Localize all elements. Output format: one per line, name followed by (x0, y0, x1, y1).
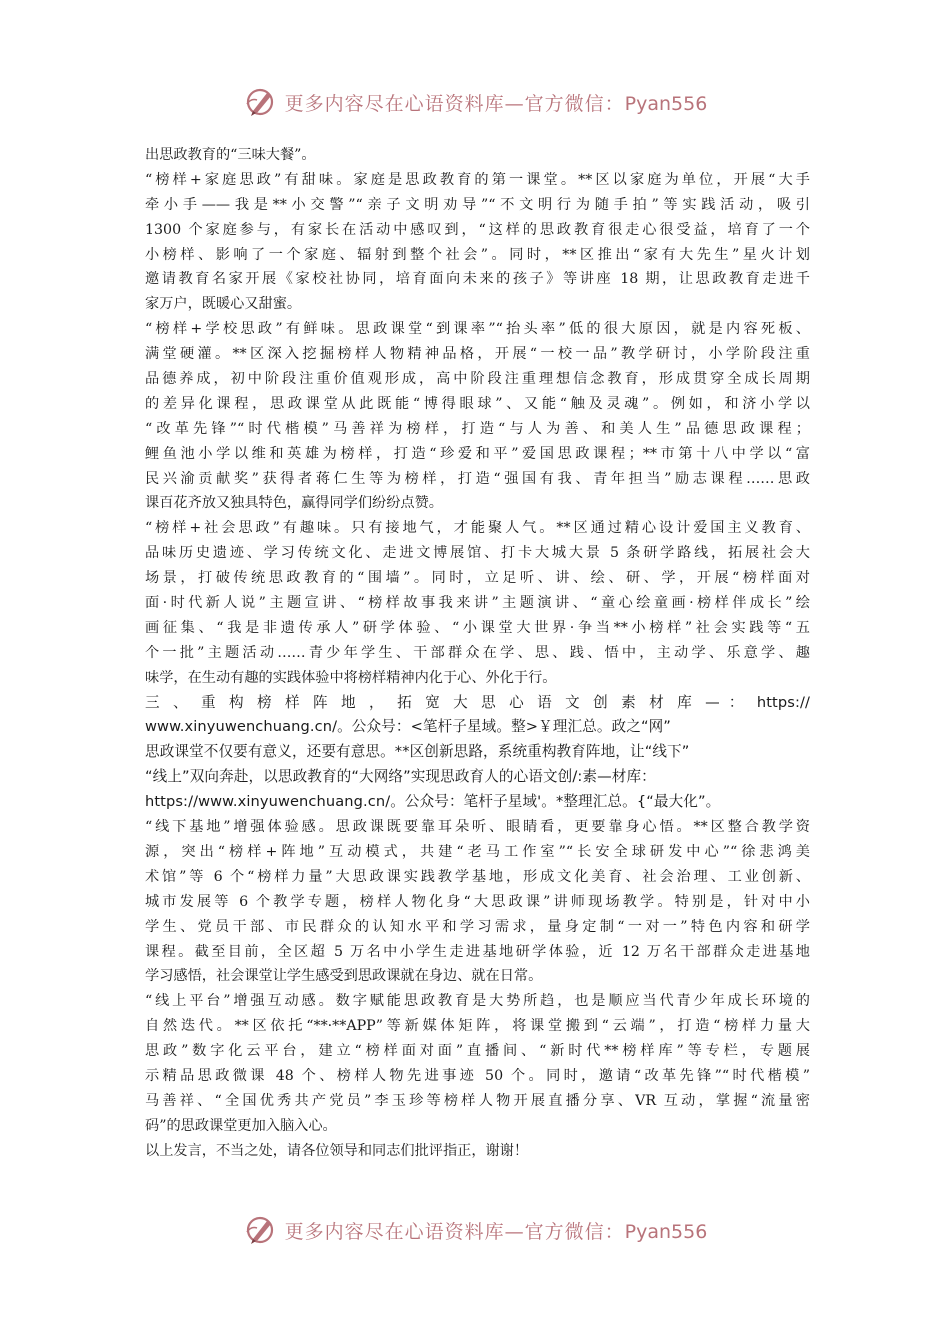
body-text-line: 思政”数字化云平台，建立“榜样面对面”直播间、“新时代**榜样库”等专栏，专题展 (145, 1043, 810, 1060)
document-body (145, 143, 810, 1164)
body-text-line: 源，突出“榜样+阵地”互动模式，共建“老马工作室”“长安全球研发中心”“徐悲鸿美 (145, 843, 810, 860)
body-text-line: 小榜样、影响了一个家庭、辐射到整个社会”。同时，**区推出“家有大先生”星火计划 (145, 246, 810, 263)
body-text-line: “线下基地”增强体验感。思政课既要靠耳朵听、眼睛看，更要靠身心悟。**区整合教学资 (145, 819, 810, 836)
body-text-line: 出思政教育的“三味大餐”。 (145, 147, 316, 163)
body-text-line: “榜样+学校思政”有鲜味。思政课堂“到课率”“抬头率”低的很大原因，就是内容死板、 (145, 321, 810, 338)
body-text-line: 个一批”主题活动……青少年学生、干部群众在学、思、践、悟中，主动学、乐意学、趣 (145, 644, 810, 661)
body-text-line: 的差异化课程，思政课堂从此既能“博得眼球”、又能“触及灵魂”。例如，和济小学以 (145, 395, 810, 412)
body-text-line: 自然迭代。**区依托“**·**APP”等新媒体矩阵，将课堂搬到“云端”，打造“榜样力量大 (145, 1018, 810, 1035)
body-text-line: “改革先锋”“时代楷模”马善祥为榜样，打造“与人为善、和美人生”品德思政课程； (145, 420, 810, 437)
watermark-content (243, 1212, 708, 1248)
body-text-line: 品德养成，初中阶段注重价值观形成，高中阶段注重理想信念教育，形成贯穿全成长周期 (145, 371, 810, 388)
body-text-line: 面·时代新人说”主题宣讲、“榜样故事我来讲”主题演讲、“童心绘童画·榜样伴成长”绘 (145, 595, 810, 612)
section-heading-line: https://www.xinyuwenchuang.cn/。公众号：笔杆子星域'。*整理汇总。{“最大化”。 (145, 793, 721, 811)
wechat-id: Pyan556 (624, 1220, 708, 1243)
body-text-line: 示精品思政微课 48 个、榜样人物先进事迹 50 个。同时，邀请“改革先锋”“时代楷模” (145, 1067, 810, 1084)
body-text-line: 以上发言，不当之处，请各位领导和同志们批评指正，谢谢！ (145, 1142, 529, 1159)
watermark-text (285, 1217, 708, 1244)
body-text-line: 术馆”等 6 个“榜样力量”大思政课实践教学基地，形成文化美育、社会治理、工业创新、 (145, 868, 810, 885)
body-text-line: 画征集、“我是非遗传承人”研学体验、“小课堂大世界·争当**小榜样”社会实践等“五 (145, 619, 810, 636)
body-text-line: 鲤鱼池小学以维和英雄为榜样，打造“珍爱和平”爱国思政课程；**市第十八中学以“富 (145, 445, 810, 462)
section-heading-line: 三 、 重 构 榜 样 阵 地 ， 拓 宽 大 思 心 语 文 创 素 材 库 — ： https:// (145, 693, 810, 711)
body-text-line: 学生、党员干部、市民群众的认知水平和学习需求，量身定制“一对一”特色内容和研学 (145, 918, 810, 935)
body-text-line: 牵小手——我是**小交警”“亲子文明劝导”“不文明行为随手拍”等实践活动，吸引 (145, 196, 810, 213)
body-text-line: 课百花齐放又独具特色，赢得同学们纷纷点赞。 (145, 495, 443, 512)
watermark-text (285, 89, 708, 116)
body-text-line: 学习感悟，社会课堂让学生感受到思政课就在身边、就在日常。 (145, 968, 543, 985)
body-text-line: 码”的思政课堂更加入脑入心。 (145, 1117, 337, 1134)
body-text-line: 民兴渝贡献奖”获得者蒋仁生等为榜样，打造“强国有我、青年担当”励志课程……思政 (145, 470, 810, 487)
wechat-id: Pyan556 (624, 92, 708, 115)
body-text-line: 场景，打破传统思政教育的“围墙”。同时，立足听、讲、绘、研、学，开展“榜样面对 (145, 570, 810, 587)
watermark-content (243, 84, 708, 120)
watermark-prefix: 更多内容尽在心语资料库—官方微信： (284, 1220, 625, 1243)
body-text-line: 家万户，既暖心又甜蜜。 (145, 296, 302, 313)
body-text-line: 课程。截至目前，全区超 5 万名中小学生走进基地研学体验，近 12 万名干部群众走进基地 (145, 943, 810, 960)
body-text-line: “线上平台”增强互动感。数字赋能思政教育是大势所趋，也是顺应当代青少年成长环境的 (145, 993, 810, 1010)
body-text-line: 邀请教育名家开展《家校社协同，培育面向未来的孩子》等讲座 18 期，让思政教育走进千 (145, 271, 810, 288)
section-heading-line: 思政课堂不仅要有意义，还要有意思。**区创新思路，系统重构教育阵地，让“线下” (145, 743, 690, 761)
body-text-line: 满堂硬灌。**区深入挖掘榜样人物精神品格，开展“一校一品”教学研讨，小学阶段注重 (145, 346, 810, 363)
body-text-line: 马善祥、“全国优秀共产党员”李玉珍等榜样人物开展直播分享、VR 互动，掌握“流量密 (145, 1092, 810, 1109)
pen-logo-icon (243, 84, 279, 120)
footer-watermark (0, 1208, 950, 1252)
section-heading-line: www.xinyuwenchuang.cn/。公众号：<笔杆子星域。整>￥理汇总。政之“网” (145, 718, 671, 736)
section-heading-line: “线上”双向奔赴，以思政教育的“大网络”实现思政育人的心语文创/:素—材库： (145, 768, 656, 786)
body-text-line: “榜样+家庭思政”有甜味。家庭是思政教育的第一课堂。**区以家庭为单位，开展“大手 (145, 171, 810, 188)
body-text-line: 城市发展等 6 个教学专题，榜样人物化身“大思政课”讲师现场教学。特别是，针对中小 (145, 893, 810, 910)
watermark-prefix: 更多内容尽在心语资料库—官方微信： (284, 92, 625, 115)
body-text-line: 1300 个家庭参与，有家长在活动中感叹到，“这样的思政教育很走心很受益，培育了一个 (145, 221, 810, 238)
pen-logo-icon (243, 1212, 279, 1248)
body-text-line: 味学，在生动有趣的实践体验中将榜样精神内化于心、外化于行。 (145, 669, 557, 686)
header-watermark (0, 80, 950, 124)
body-text-line: “榜样+社会思政”有趣味。只有接地气，才能聚人气。**区通过精心设计爱国主义教育、 (145, 520, 810, 537)
body-text-line: 品味历史遗迹、学习传统文化、走进文博展馆、打卡大城大景 5 条研学路线，拓展社会大 (145, 545, 810, 562)
